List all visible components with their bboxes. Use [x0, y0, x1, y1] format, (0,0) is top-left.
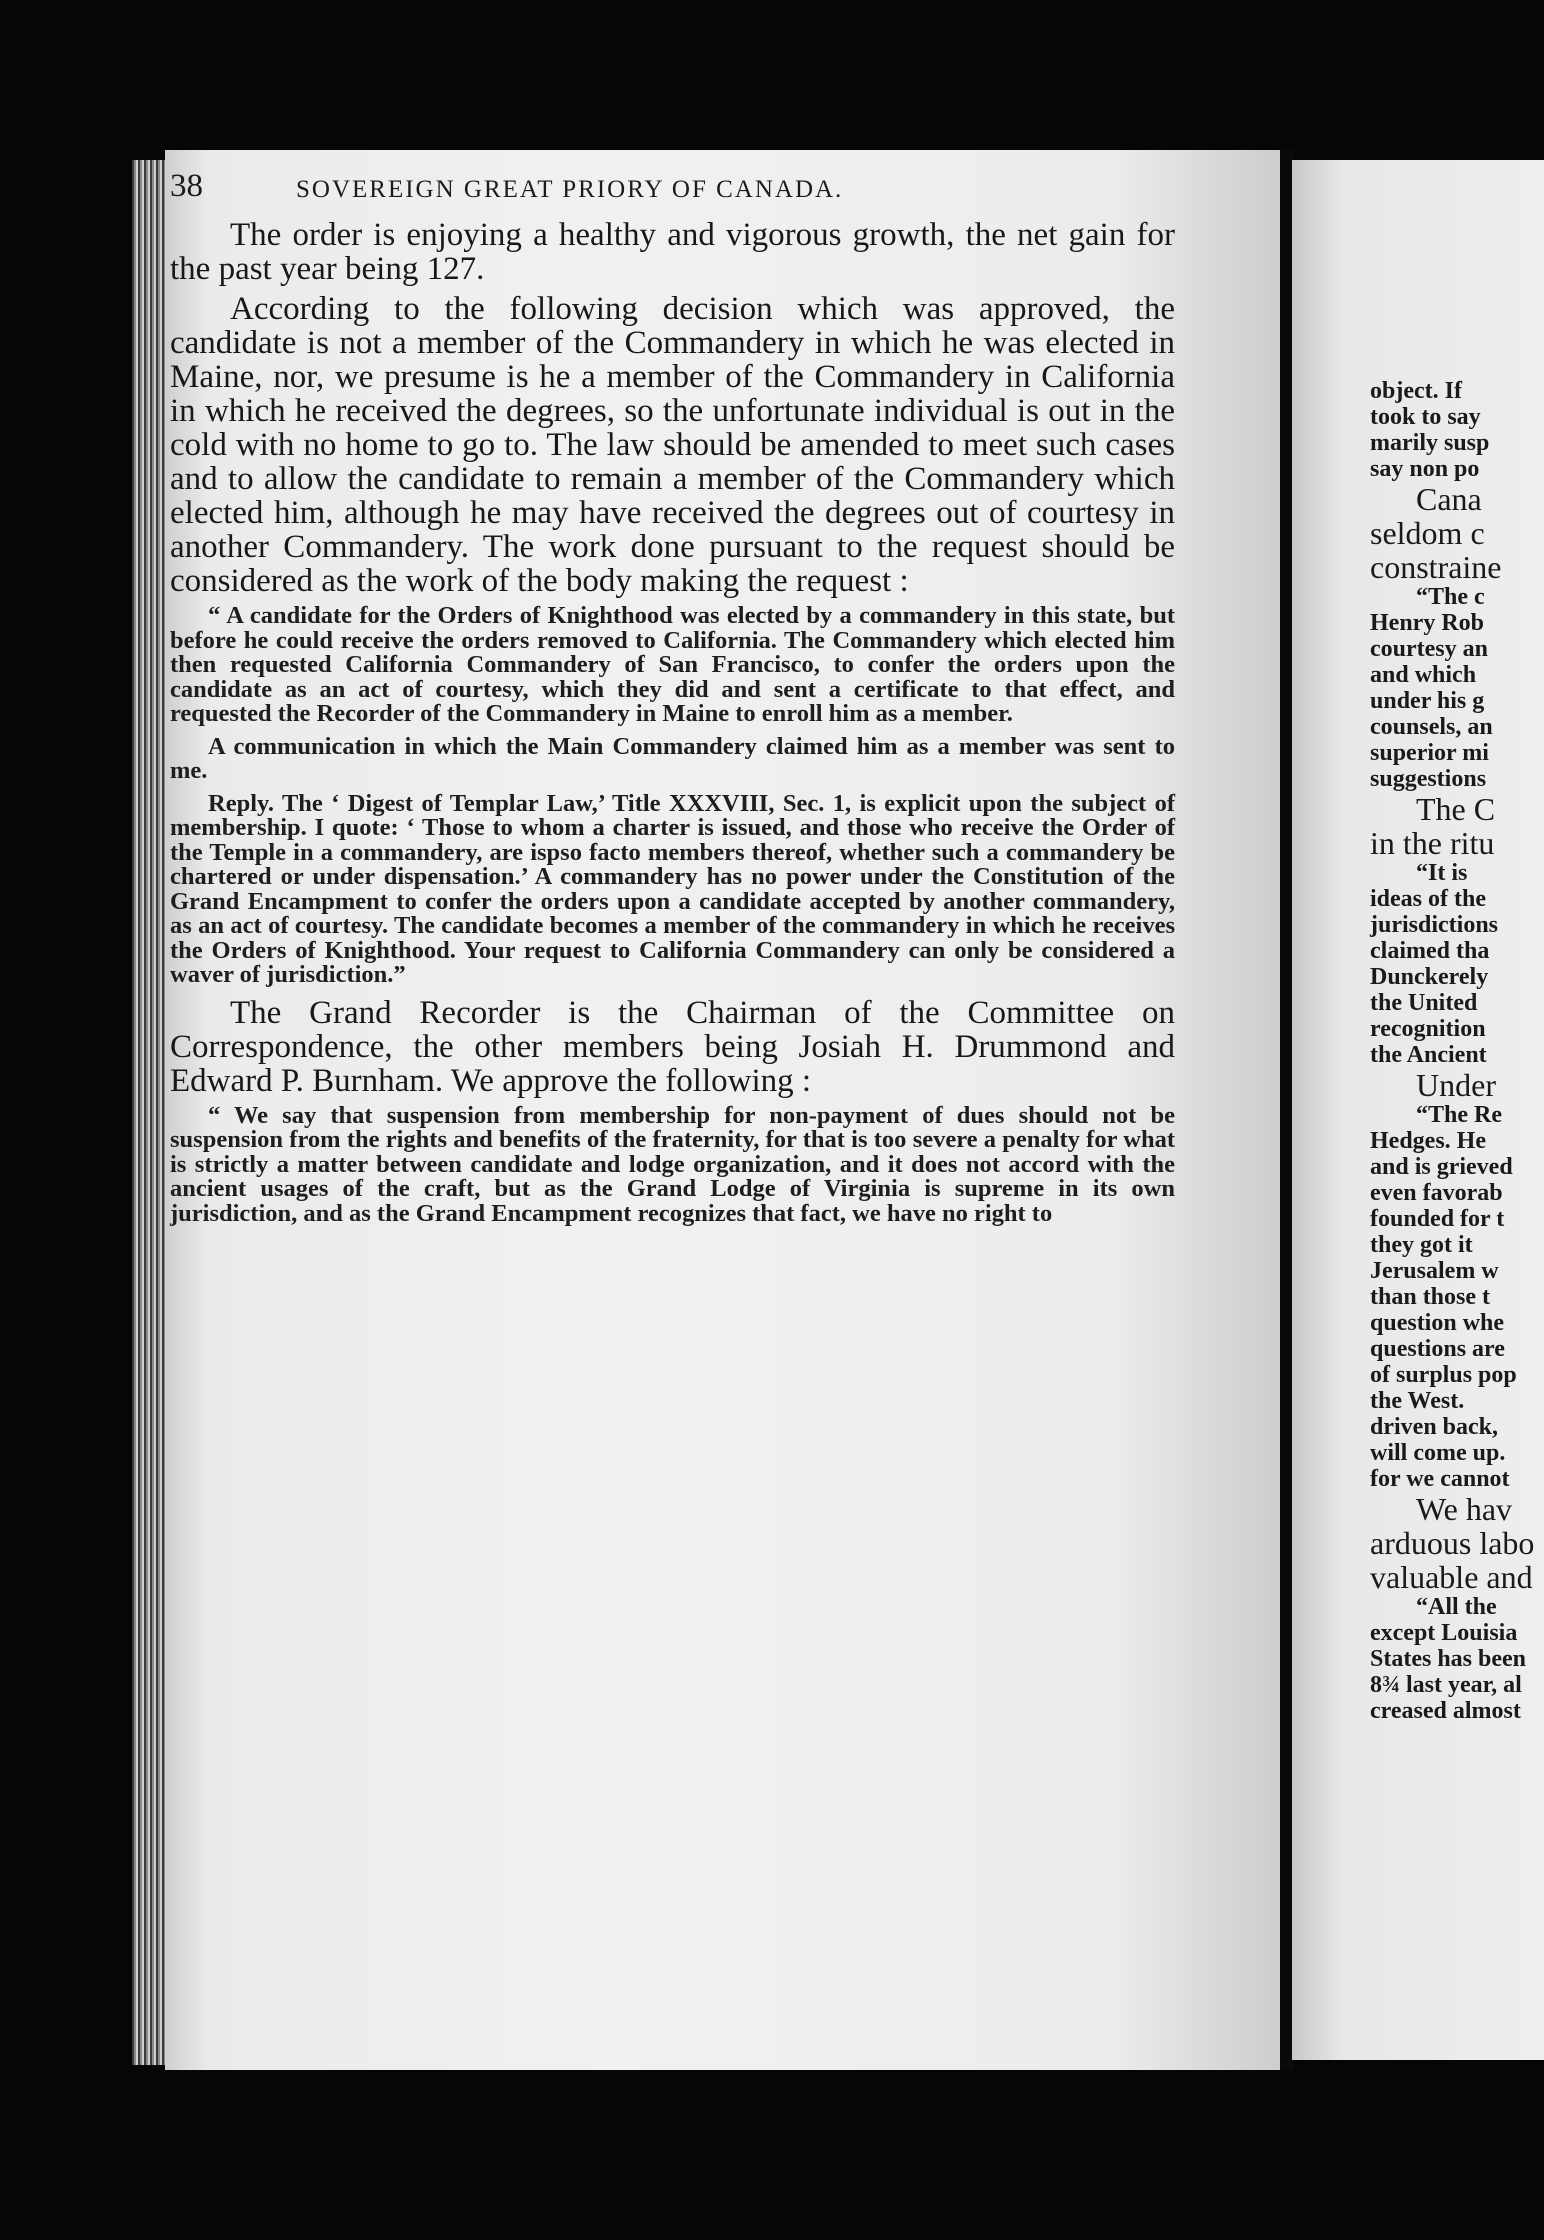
right-page-line: driven back,: [1370, 1414, 1499, 1440]
right-page-line: suggestions: [1370, 766, 1487, 792]
right-page-line: in the ritu: [1370, 825, 1495, 861]
right-page-line: claimed tha: [1370, 938, 1490, 964]
right-page-line: 8¾ last year, al: [1370, 1672, 1522, 1698]
right-page-line: valuable and: [1370, 1559, 1533, 1595]
right-page-line: for we cannot: [1370, 1466, 1510, 1492]
right-page-line: superior mi: [1370, 740, 1489, 766]
running-title: SOVEREIGN GREAT PRIORY OF CANADA.: [296, 176, 844, 203]
right-page: [1292, 160, 1544, 2060]
right-page-line: ideas of the: [1370, 886, 1486, 912]
page-edge: [132, 160, 168, 2065]
right-page-line: of surplus pop: [1370, 1362, 1517, 1388]
paragraph-growth: The order is enjoying a healthy and vigorous growth, the net gain for the past year being 127.: [170, 217, 1175, 287]
right-page-line: the United: [1370, 990, 1478, 1016]
right-page-line: questions are: [1370, 1336, 1505, 1362]
right-page-line: under his g: [1370, 688, 1485, 714]
right-page-text: [1370, 378, 1544, 1724]
right-page-line: even favorab: [1370, 1180, 1503, 1206]
right-page-line: We hav: [1416, 1491, 1513, 1527]
quote-reply: Reply. The ‘ Digest of Templar Law,’ Title XXXVIII, Sec. 1, is explicit upon the subject of membership. I quote: ‘ Those to whom a charter is issued, and those who receive the Order of the Temple in a commandery, are ispso facto members thereof, whether such a commandery be chartered or under dispensation.’ A commandery has no power under the Constitution of the Grand Encampment to confer the orders upon a candidate accepted by another commandery, as an act of courtesy. The candidate becomes a member of the commandery in which he receives the Orders of Knighthood. Your request to California Commandery can only be considered a waver of jurisdiction.”: [170, 789, 1175, 988]
right-page-line: counsels, an: [1370, 714, 1493, 740]
right-page-line: courtesy an: [1370, 636, 1488, 662]
right-page-line: jurisdictions: [1370, 912, 1499, 938]
right-page-line: creased almost: [1370, 1698, 1521, 1724]
right-page-line: States has been: [1370, 1646, 1527, 1672]
right-page-line: Under: [1416, 1067, 1496, 1103]
right-page-line: Henry Rob: [1370, 610, 1484, 636]
right-page-line: say non po: [1370, 456, 1480, 482]
page-number: 38: [170, 168, 203, 204]
right-page-line: constraine: [1370, 549, 1502, 585]
right-page-line: marily susp: [1370, 430, 1490, 456]
right-page-line: “The c: [1416, 584, 1485, 610]
right-page-line: than those t: [1370, 1284, 1491, 1310]
right-page-line: “All the: [1416, 1594, 1497, 1620]
quote-suspension: “ We say that suspension from membership for non-payment of dues should not be suspension from the rights and benefits of the fraternity, for that is too severe a penalty for what is strictly a matter between candidate and lodge organization, and it does not accord with the ancient usages of the craft, but as the Grand Lodge of Virginia is supreme in its own jurisdiction, and as the Grand Encampment recognizes that fact, we have no right to: [170, 1101, 1175, 1227]
right-page-line: recognition: [1370, 1016, 1486, 1042]
right-page-line: arduous labo: [1370, 1525, 1535, 1561]
right-page-line: The C: [1416, 791, 1496, 827]
right-page-line: question whe: [1370, 1310, 1505, 1336]
right-page-line: Dunckerely: [1370, 964, 1489, 990]
right-page-line: and is grieved: [1370, 1154, 1513, 1180]
page-header: [170, 168, 950, 208]
right-page-line: object. If: [1370, 378, 1462, 404]
right-page-line: except Louisia: [1370, 1620, 1518, 1646]
right-page-line: took to say: [1370, 404, 1481, 430]
right-page-line: and which: [1370, 662, 1477, 688]
left-page-body: [170, 218, 1175, 1234]
right-page-line: Cana: [1416, 481, 1482, 517]
right-page-line: seldom c: [1370, 515, 1485, 551]
right-page-line: founded for t: [1370, 1206, 1505, 1232]
right-page-line: Hedges. He: [1370, 1128, 1486, 1154]
paragraph-committee: The Grand Recorder is the Chairman of the Committee on Correspondence, the other members being Josiah H. Drummond and Edward P. Burnham. We approve the following :: [170, 994, 1175, 1099]
paragraph-decision: According to the following decision which was approved, the candidate is not a member of the Commandery in which he was elected in Maine, nor, we presume is he a member of the Commandery in California in which he received the degrees, so the unfortunate individual is out in the cold with no home to go to. The law should be amended to meet such cases and to allow the candidate to remain a member of the Commandery which elected him, although he may have received the degrees out of courtesy in another Commandery. The work done pursuant to the request should be considered as the work of the body making the request :: [170, 291, 1175, 599]
right-page-line: will come up.: [1370, 1440, 1506, 1466]
right-page-line: “It is: [1416, 860, 1468, 886]
right-page-line: Jerusalem w: [1370, 1258, 1499, 1284]
right-page-line: “The Re: [1416, 1102, 1502, 1128]
right-page-line: the West.: [1370, 1388, 1465, 1414]
quote-candidate: “ A candidate for the Orders of Knighthood was elected by a commandery in this state, but before he could receive the orders removed to California. The Commandery which elected him then requested California Commandery of San Francisco, to confer the orders upon the candidate as an act of courtesy, which they did and sent a certificate to that effect, and requested the Recorder of the Commandery in Maine to enroll him as a member.: [170, 602, 1175, 727]
right-page-line: the Ancient: [1370, 1042, 1487, 1068]
right-page-line: they got it: [1370, 1232, 1473, 1258]
quote-communication: A communication in which the Main Commandery claimed him as a member was sent to me.: [170, 732, 1175, 784]
